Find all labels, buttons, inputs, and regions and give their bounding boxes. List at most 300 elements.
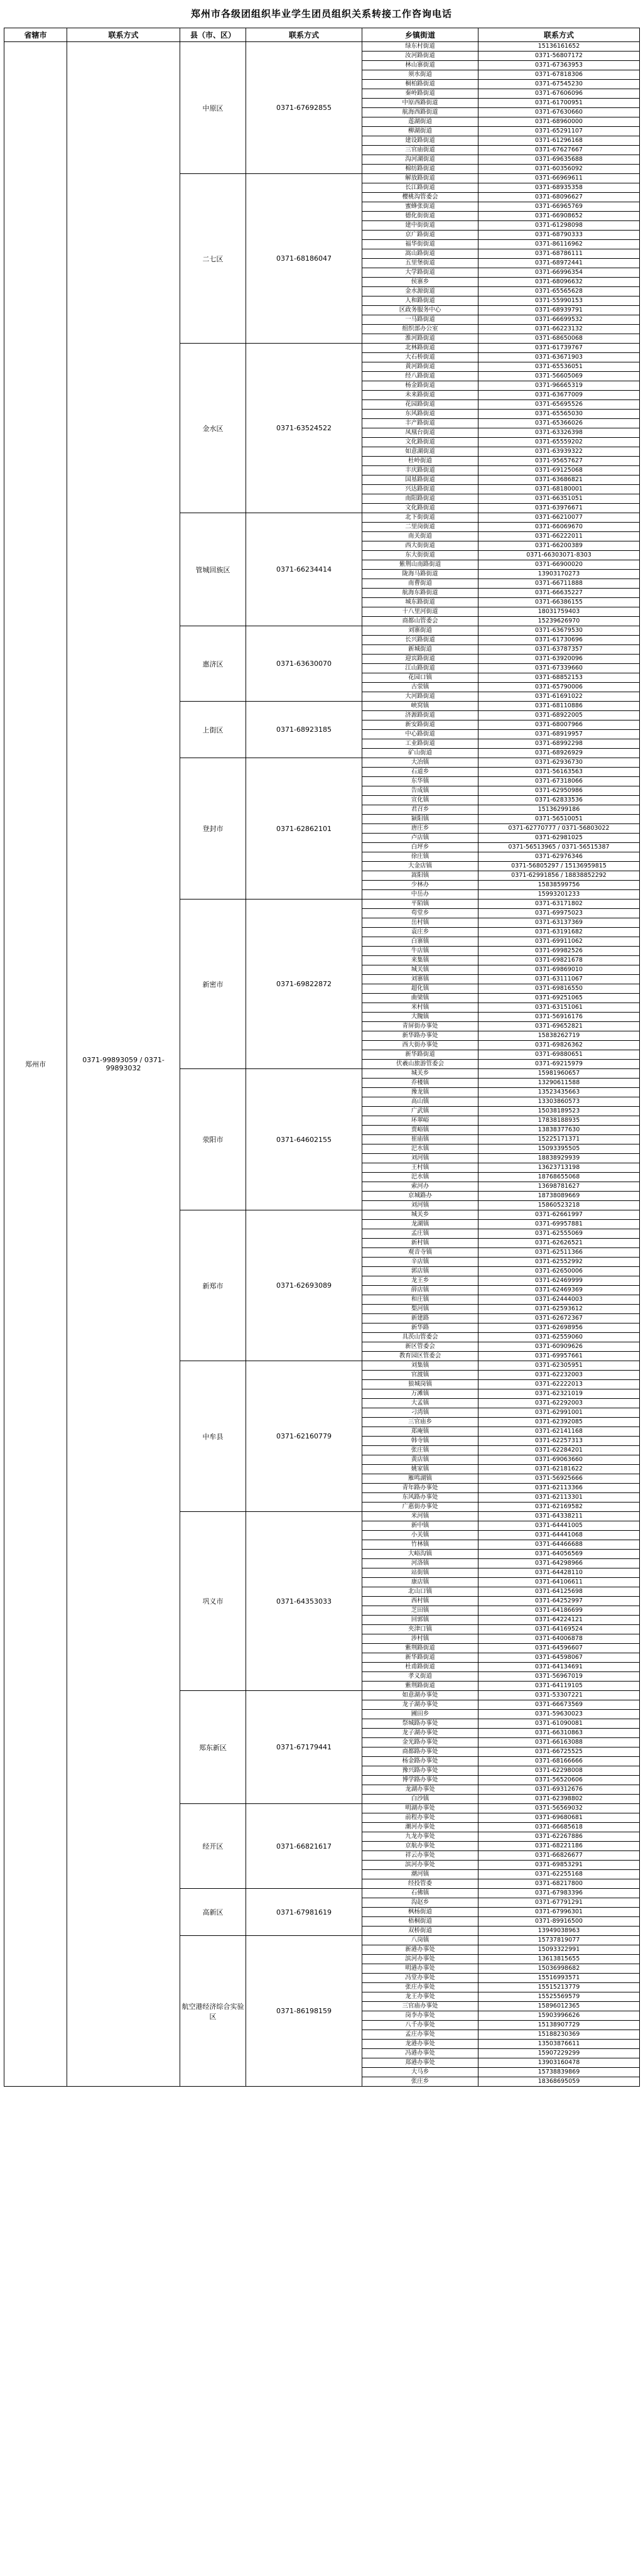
town-phone-cell: 0371-63326398 (478, 428, 640, 438)
town-phone-cell: 0371-64596607 (478, 1644, 640, 1653)
town-phone-cell: 0371-63787357 (478, 645, 640, 655)
town-phone-cell: 0371-68221186 (478, 1842, 640, 1851)
town-name-cell: 丰庆路街道 (362, 466, 478, 476)
town-name-cell: 西大街街道 (362, 541, 478, 551)
town-name-cell: 三官庙乡 (362, 1418, 478, 1427)
town-phone-cell: 0371-62398802 (478, 1795, 640, 1804)
town-name-cell: 九龙办事处 (362, 1832, 478, 1842)
town-name-cell: 中心路街道 (362, 730, 478, 739)
town-name-cell: 江山路街道 (362, 664, 478, 673)
town-phone-cell: 15093395505 (478, 1144, 640, 1154)
town-name-cell: 梧桐街道 (362, 1917, 478, 1927)
town-name-cell: 建中街街道 (362, 221, 478, 231)
town-name-cell: 白坪乡 (362, 843, 478, 852)
town-name-cell: 冯堂办事处 (362, 1974, 478, 1983)
town-phone-cell: 0371-63686821 (478, 476, 640, 485)
town-phone-cell: 15981960657 (478, 1069, 640, 1079)
town-phone-cell: 15860523218 (478, 1201, 640, 1210)
town-phone-cell: 0371-63976671 (478, 504, 640, 513)
county-name-cell: 管城回族区 (180, 513, 246, 626)
town-name-cell: 棉纺路街道 (362, 165, 478, 174)
town-name-cell: 嵩阳镇 (362, 871, 478, 881)
town-phone-cell: 0371-64169524 (478, 1625, 640, 1634)
town-phone-cell: 0371-65559202 (478, 438, 640, 447)
town-name-cell: 西村镇 (362, 1597, 478, 1606)
town-name-cell: 中原西路街道 (362, 99, 478, 108)
county-phone-cell: 0371-66234414 (246, 513, 362, 626)
county-name-cell: 金水区 (180, 344, 246, 513)
county-name-cell: 经开区 (180, 1804, 246, 1889)
town-phone-cell: 0371-62981025 (478, 834, 640, 843)
town-name-cell: 唐庄乡 (362, 824, 478, 834)
town-phone-cell: 0371-68939791 (478, 306, 640, 315)
town-phone-cell: 0371-66969611 (478, 174, 640, 183)
town-phone-cell: 0371-67363953 (478, 61, 640, 70)
town-phone-cell: 0371-64466688 (478, 1540, 640, 1550)
town-name-cell: 白沙镇 (362, 1795, 478, 1804)
town-phone-cell: 0371-56605069 (478, 372, 640, 381)
town-name-cell: 大石桥街道 (362, 353, 478, 362)
town-phone-cell: 0371-68786111 (478, 249, 640, 259)
town-name-cell: 刘寨镇 (362, 975, 478, 984)
town-name-cell: 北林路街道 (362, 344, 478, 353)
town-phone-cell: 0371-68790333 (478, 231, 640, 240)
town-name-cell: 新华路 (362, 1323, 478, 1333)
town-name-cell: 新区管委会 (362, 1342, 478, 1352)
town-phone-cell: 0371-65695526 (478, 400, 640, 410)
town-name-cell: 航海东路街道 (362, 589, 478, 598)
town-name-cell: 金水源街道 (362, 287, 478, 296)
town-name-cell: 南曹街道 (362, 579, 478, 589)
town-name-cell: 崔庙镇 (362, 1135, 478, 1144)
town-phone-cell: 0371-63137369 (478, 918, 640, 928)
county-phone-cell: 0371-68186047 (246, 174, 362, 344)
town-name-cell: 矿山街道 (362, 749, 478, 758)
town-name-cell: 林山寨街道 (362, 61, 478, 70)
header-cell-city: 省辖市 (4, 28, 67, 42)
county-phone-cell: 0371-68923185 (246, 702, 362, 758)
town-name-cell: 龙王乡 (362, 1276, 478, 1286)
town-name-cell: 新建路 (362, 1314, 478, 1323)
town-name-cell: 超化镇 (362, 984, 478, 994)
town-phone-cell: 15516993571 (478, 1974, 640, 1983)
town-name-cell: 环翠峪 (362, 1116, 478, 1126)
town-name-cell: 青年路办事处 (362, 1484, 478, 1493)
town-phone-cell: 0371-59630023 (478, 1710, 640, 1719)
town-phone-cell: 0371-62392085 (478, 1418, 640, 1427)
town-phone-cell: 0371-68935358 (478, 183, 640, 193)
town-name-cell: 张庄乡 (362, 2077, 478, 2087)
town-name-cell: 观音寺镇 (362, 1248, 478, 1258)
town-name-cell: 一马路街道 (362, 315, 478, 325)
town-name-cell: 组织部办公室 (362, 325, 478, 334)
town-phone-cell: 0371-64298966 (478, 1559, 640, 1568)
town-phone-cell: 18368695059 (478, 2077, 640, 2087)
town-phone-cell: 0371-66223132 (478, 325, 640, 334)
town-name-cell: 来集镇 (362, 956, 478, 965)
town-name-cell: 颍阳镇 (362, 815, 478, 824)
header-cell-county: 县（市、区） (180, 28, 246, 42)
town-name-cell: 陇海马路街道 (362, 570, 478, 579)
town-name-cell: 如意湖办事处 (362, 1691, 478, 1700)
town-name-cell: 花园路街道 (362, 400, 478, 410)
town-name-cell: 迎宾路街道 (362, 655, 478, 664)
town-phone-cell: 0371-62936730 (478, 758, 640, 768)
town-phone-cell: 0371-66163088 (478, 1738, 640, 1747)
town-name-cell: 长江路街道 (362, 183, 478, 193)
town-phone-cell: 0371-68096632 (478, 278, 640, 287)
county-name-cell: 郑东新区 (180, 1691, 246, 1804)
town-phone-cell: 0371-95657627 (478, 457, 640, 466)
town-name-cell: 东风路办事处 (362, 1493, 478, 1503)
town-phone-cell: 15225171371 (478, 1135, 640, 1144)
town-name-cell: 滨河办事处 (362, 1861, 478, 1870)
town-name-cell: 紫荆山南路街道 (362, 560, 478, 570)
town-phone-cell: 18768655068 (478, 1173, 640, 1182)
town-name-cell: 贾峪镇 (362, 1126, 478, 1135)
town-phone-cell: 0371-63920096 (478, 655, 640, 664)
town-phone-cell: 0371-53307221 (478, 1691, 640, 1700)
town-phone-cell: 0371-67791291 (478, 1898, 640, 1908)
town-phone-cell: 15138907729 (478, 2021, 640, 2030)
town-phone-cell: 18838929939 (478, 1154, 640, 1163)
town-phone-cell: 0371-65565030 (478, 410, 640, 419)
town-phone-cell: 0371-55990153 (478, 296, 640, 306)
town-name-cell: 文化路街道 (362, 504, 478, 513)
town-phone-cell: 0371-67996301 (478, 1908, 640, 1917)
town-name-cell: 石道乡 (362, 768, 478, 777)
town-name-cell: 新城街道 (362, 645, 478, 655)
town-phone-cell: 0371-69312676 (478, 1785, 640, 1795)
town-name-cell: 圃田乡 (362, 1710, 478, 1719)
town-name-cell: 刁湾镇 (362, 1408, 478, 1418)
town-phone-cell: 0371-66303071-8303 (478, 551, 640, 560)
town-name-cell: 君召乡 (362, 805, 478, 815)
town-phone-cell: 15525569579 (478, 1992, 640, 2002)
town-phone-cell: 0371-64006878 (478, 1634, 640, 1644)
town-name-cell: 明港办事处 (362, 1964, 478, 1974)
town-phone-cell: 0371-64119105 (478, 1682, 640, 1691)
town-phone-cell: 0371-69635688 (478, 155, 640, 165)
town-phone-cell: 0371-64598067 (478, 1653, 640, 1663)
town-phone-cell: 0371-69652821 (478, 1022, 640, 1031)
town-phone-cell: 0371-67545230 (478, 80, 640, 89)
town-phone-cell: 0371-66699532 (478, 315, 640, 325)
town-phone-cell: 0371-62141168 (478, 1427, 640, 1437)
town-name-cell: 米村镇 (362, 1003, 478, 1013)
town-phone-cell: 0371-63111067 (478, 975, 640, 984)
town-name-cell: 宣化镇 (362, 796, 478, 805)
town-phone-cell: 0371-62672367 (478, 1314, 640, 1323)
town-phone-cell: 13903160478 (478, 2058, 640, 2068)
town-phone-cell: 15239626970 (478, 617, 640, 626)
town-name-cell: 姚家镇 (362, 1465, 478, 1474)
town-phone-cell: 0371-64338211 (478, 1512, 640, 1521)
town-name-cell: 柳湖街道 (362, 127, 478, 136)
town-phone-cell: 0371-66965769 (478, 202, 640, 212)
town-phone-cell: 0371-67606096 (478, 89, 640, 99)
town-name-cell: 古荥镇 (362, 683, 478, 692)
town-name-cell: 樱桃沟管委会 (362, 193, 478, 202)
town-name-cell: 国基路街道 (362, 476, 478, 485)
county-name-cell: 二七区 (180, 174, 246, 344)
town-phone-cell: 0371-62169582 (478, 1503, 640, 1512)
town-name-cell: 双桥街道 (362, 1927, 478, 1936)
town-name-cell: 西大街办事处 (362, 1041, 478, 1050)
town-name-cell: 莲湖街道 (362, 117, 478, 127)
town-phone-cell: 0371-56163563 (478, 768, 640, 777)
town-phone-cell: 0371-62650006 (478, 1267, 640, 1276)
town-name-cell: 五里堡街道 (362, 259, 478, 268)
town-phone-cell: 15838262719 (478, 1031, 640, 1041)
town-name-cell: 建设路街道 (362, 136, 478, 146)
town-phone-cell: 0371-56513965 / 0371-56515387 (478, 843, 640, 852)
town-phone-cell: 0371-62511366 (478, 1248, 640, 1258)
town-phone-cell: 0371-69957881 (478, 1220, 640, 1229)
town-name-cell: 大孟镇 (362, 1399, 478, 1408)
county-phone-cell: 0371-62862101 (246, 758, 362, 899)
town-name-cell: 东风路街道 (362, 410, 478, 419)
town-name-cell: 潮河镇 (362, 1870, 478, 1879)
town-name-cell: 孝义街道 (362, 1672, 478, 1682)
county-phone-cell: 0371-67692855 (246, 42, 362, 174)
town-phone-cell: 15838599756 (478, 881, 640, 890)
town-phone-cell: 13290611588 (478, 1079, 640, 1088)
town-name-cell: 三官庙街道 (362, 146, 478, 155)
town-name-cell: 梨河镇 (362, 1305, 478, 1314)
town-name-cell: 牛店镇 (362, 947, 478, 956)
town-name-cell: 黄河路街道 (362, 362, 478, 372)
town-phone-cell: 0371-62991001 (478, 1408, 640, 1418)
town-name-cell: 万滩镇 (362, 1389, 478, 1399)
town-phone-cell: 0371-67339660 (478, 664, 640, 673)
town-phone-cell: 0371-68217800 (478, 1879, 640, 1889)
town-name-cell: 新华路街道 (362, 1653, 478, 1663)
town-name-cell: 商都山管委会 (362, 617, 478, 626)
town-name-cell: 王村镇 (362, 1163, 478, 1173)
town-phone-cell: 0371-66310863 (478, 1729, 640, 1738)
town-phone-cell: 0371-61739767 (478, 344, 640, 353)
town-name-cell: 德化街街道 (362, 212, 478, 221)
town-name-cell: 紫荆路街道 (362, 1682, 478, 1691)
document-title: 郑州市各级团组织毕业学生团员组织关系转接工作咨询电话 (190, 8, 452, 19)
town-name-cell: 绿东村街道 (362, 42, 478, 52)
town-phone-cell: 0371-69215979 (478, 1060, 640, 1069)
town-name-cell: 城关镇 (362, 965, 478, 975)
town-phone-cell: 15036998682 (478, 1964, 640, 1974)
town-name-cell: 韩寺镇 (362, 1437, 478, 1446)
town-phone-cell: 0371-69251065 (478, 994, 640, 1003)
town-phone-cell: 0371-68960000 (478, 117, 640, 127)
town-name-cell: 索河办 (362, 1182, 478, 1192)
town-phone-cell: 0371-62444003 (478, 1295, 640, 1305)
town-phone-cell: 0371-62255168 (478, 1870, 640, 1879)
header-cell-city-phone: 联系方式 (67, 28, 180, 42)
town-phone-cell: 13503876611 (478, 2040, 640, 2049)
town-phone-cell: 0371-69975023 (478, 909, 640, 918)
town-phone-cell: 0371-62113301 (478, 1493, 640, 1503)
town-phone-cell: 15903996626 (478, 2011, 640, 2021)
town-phone-cell: 0371-62559060 (478, 1333, 640, 1342)
town-phone-cell: 0371-64441005 (478, 1521, 640, 1531)
county-phone-cell: 0371-66821617 (246, 1804, 362, 1889)
town-name-cell: 前程办事处 (362, 1813, 478, 1823)
town-name-cell: 东华镇 (362, 777, 478, 786)
town-phone-cell: 0371-67318066 (478, 777, 640, 786)
county-name-cell: 高新区 (180, 1889, 246, 1936)
town-phone-cell: 0371-69826362 (478, 1041, 640, 1050)
town-phone-cell: 0371-62267886 (478, 1832, 640, 1842)
town-phone-cell: 0371-62661997 (478, 1210, 640, 1220)
town-name-cell: 秦岭路街道 (362, 89, 478, 99)
town-name-cell: 丰产路街道 (362, 419, 478, 428)
town-name-cell: 桐柏路街道 (362, 80, 478, 89)
town-name-cell: 大学路街道 (362, 268, 478, 278)
town-name-cell: 龙港办事处 (362, 2040, 478, 2049)
town-phone-cell: 0371-63677009 (478, 391, 640, 400)
town-phone-cell: 0371-60909626 (478, 1342, 640, 1352)
town-phone-cell: 0371-63171802 (478, 899, 640, 909)
town-phone-cell: 0371-56967019 (478, 1672, 640, 1682)
town-name-cell: 城关乡 (362, 1069, 478, 1079)
town-phone-cell: 15515213779 (478, 1983, 640, 1992)
town-name-cell: 文化路街道 (362, 438, 478, 447)
town-phone-cell: 0371-65366026 (478, 419, 640, 428)
town-name-cell: 狼城岗镇 (362, 1380, 478, 1389)
town-name-cell: 龙子湖办事处 (362, 1729, 478, 1738)
town-name-cell: 刘河镇 (362, 1154, 478, 1163)
town-name-cell: 站街镇 (362, 1568, 478, 1578)
town-name-cell: 广惠街办事处 (362, 1503, 478, 1512)
town-phone-cell: 15136299186 (478, 805, 640, 815)
town-name-cell: 兴达路街道 (362, 485, 478, 494)
town-phone-cell: 0371-69982526 (478, 947, 640, 956)
town-name-cell: 新村镇 (362, 1239, 478, 1248)
town-name-cell: 郑庵镇 (362, 1427, 478, 1437)
town-name-cell: 汝河路街道 (362, 52, 478, 61)
town-name-cell: 袁庄乡 (362, 928, 478, 937)
table-body (4, 28, 640, 2087)
town-name-cell: 杜甫路街道 (362, 1663, 478, 1672)
town-phone-cell: 15907229299 (478, 2049, 640, 2058)
town-name-cell: 新中镇 (362, 1521, 478, 1531)
table-row (4, 42, 640, 52)
county-phone-cell: 0371-64353033 (246, 1512, 362, 1691)
town-name-cell: 凤凰台街道 (362, 428, 478, 438)
town-phone-cell: 18738089669 (478, 1192, 640, 1201)
town-name-cell: 中岳办 (362, 890, 478, 899)
town-name-cell: 回郭镇 (362, 1616, 478, 1625)
town-name-cell: 薛店镇 (362, 1286, 478, 1295)
town-phone-cell: 0371-66069670 (478, 523, 640, 532)
town-name-cell: 东大街街道 (362, 551, 478, 560)
town-phone-cell: 0371-69869010 (478, 965, 640, 975)
town-name-cell: 杨金路办事处 (362, 1757, 478, 1766)
town-name-cell: 三官庙办事处 (362, 2002, 478, 2011)
city-name-cell: 郑州市 (4, 42, 67, 2087)
town-phone-cell: 0371-68919957 (478, 730, 640, 739)
town-phone-cell: 0371-68852153 (478, 673, 640, 683)
town-name-cell: 明湖办事处 (362, 1804, 478, 1813)
town-phone-cell: 0371-56916176 (478, 1013, 640, 1022)
town-name-cell: 雁鸣湖镇 (362, 1474, 478, 1484)
town-phone-cell: 0371-56569032 (478, 1804, 640, 1813)
town-phone-cell: 0371-68110886 (478, 702, 640, 711)
header-cell-town-phone: 联系方式 (478, 28, 640, 42)
town-phone-cell: 0371-64224121 (478, 1616, 640, 1625)
town-phone-cell: 0371-62991856 / 18838852292 (478, 871, 640, 881)
town-name-cell: 城关乡 (362, 1210, 478, 1220)
town-phone-cell: 0371-66200389 (478, 541, 640, 551)
town-phone-cell: 0371-64252997 (478, 1597, 640, 1606)
town-phone-cell: 0371-63151061 (478, 1003, 640, 1013)
town-name-cell: 夹津口镇 (362, 1625, 478, 1634)
town-phone-cell: 0371-63671903 (478, 353, 640, 362)
county-phone-cell: 0371-63630070 (246, 626, 362, 702)
town-phone-cell: 0371-67627667 (478, 146, 640, 155)
town-phone-cell: 0371-62950986 (478, 786, 640, 796)
town-name-cell: 十八里河街道 (362, 607, 478, 617)
town-phone-cell: 0371-68972441 (478, 259, 640, 268)
town-phone-cell: 0371-66673569 (478, 1700, 640, 1710)
town-name-cell: 青屏街办事处 (362, 1022, 478, 1031)
town-phone-cell: 0371-66725525 (478, 1747, 640, 1757)
town-phone-cell: 0371-66900020 (478, 560, 640, 570)
town-phone-cell: 0371-69063660 (478, 1455, 640, 1465)
town-name-cell: 蜜蜂张街道 (362, 202, 478, 212)
town-phone-cell: 0371-62833536 (478, 796, 640, 805)
town-name-cell: 新华路办事处 (362, 1031, 478, 1041)
town-phone-cell: 13623713198 (478, 1163, 640, 1173)
county-phone-cell: 0371-64602155 (246, 1069, 362, 1210)
town-phone-cell: 0371-60356092 (478, 165, 640, 174)
table-header-row (4, 28, 640, 42)
county-name-cell: 新郑市 (180, 1210, 246, 1361)
town-phone-cell: 0371-69853291 (478, 1861, 640, 1870)
town-phone-cell: 0371-62222013 (478, 1380, 640, 1389)
town-name-cell: 峡窝镇 (362, 702, 478, 711)
county-phone-cell: 0371-86198159 (246, 1936, 362, 2087)
town-name-cell: 大马乡 (362, 2068, 478, 2077)
town-phone-cell: 0371-69821678 (478, 956, 640, 965)
town-name-cell: 大河路街道 (362, 692, 478, 702)
town-name-cell: 和庄镇 (362, 1295, 478, 1305)
town-name-cell: 北山口镇 (362, 1587, 478, 1597)
town-name-cell: 济源路街道 (362, 711, 478, 720)
town-name-cell: 伏羲山旅游管委会 (362, 1060, 478, 1069)
town-phone-cell: 0371-62469999 (478, 1276, 640, 1286)
town-phone-cell: 0371-62469369 (478, 1286, 640, 1295)
town-name-cell: 冯港办事处 (362, 2049, 478, 2058)
town-name-cell: 嵩山路街道 (362, 249, 478, 259)
town-phone-cell: 0371-56510051 (478, 815, 640, 824)
town-phone-cell: 0371-61700951 (478, 99, 640, 108)
town-phone-cell: 13613815655 (478, 1955, 640, 1964)
town-phone-cell: 0371-68166666 (478, 1757, 640, 1766)
town-phone-cell: 15737819077 (478, 1936, 640, 1945)
town-phone-cell: 0371-61298098 (478, 221, 640, 231)
town-phone-cell: 0371-69125068 (478, 466, 640, 476)
town-phone-cell: 0371-62555069 (478, 1229, 640, 1239)
town-name-cell: 商都路办事处 (362, 1747, 478, 1757)
town-name-cell: 大峪沟镇 (362, 1550, 478, 1559)
town-name-cell: 孟庄镇 (362, 1229, 478, 1239)
town-name-cell: 平陌镇 (362, 899, 478, 909)
town-phone-cell: 0371-62698956 (478, 1323, 640, 1333)
town-name-cell: 沟赵乡 (362, 1898, 478, 1908)
town-name-cell: 豫兴路办事处 (362, 1766, 478, 1776)
town-name-cell: 郑港办事处 (362, 2058, 478, 2068)
